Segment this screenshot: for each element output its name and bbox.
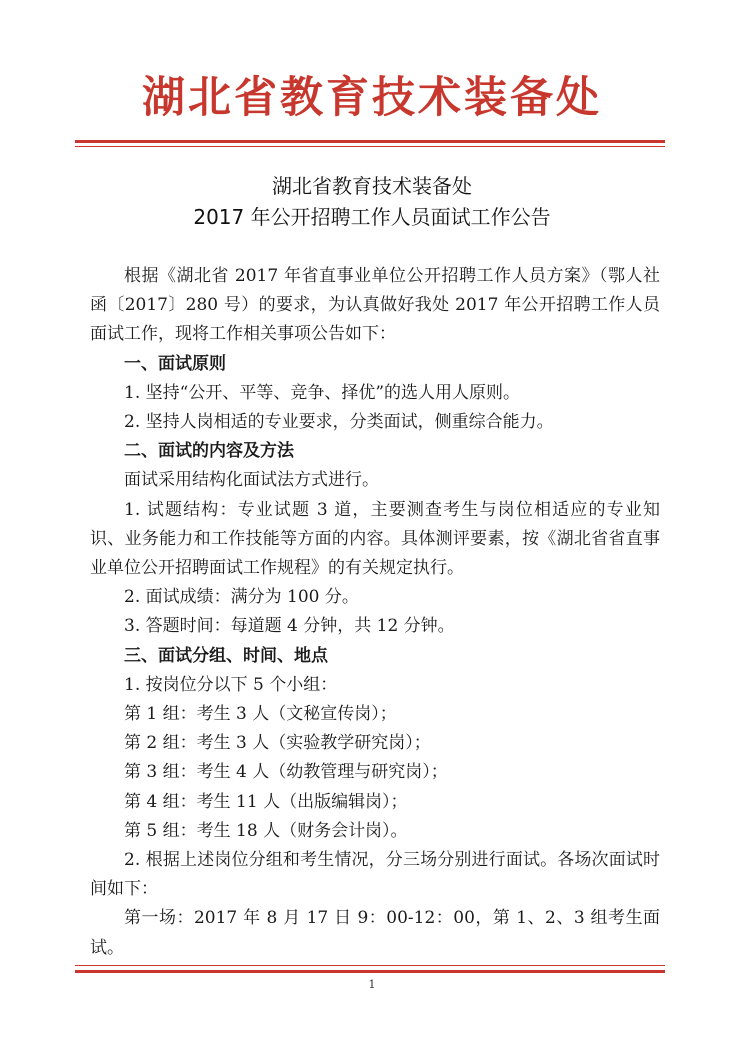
- body-paragraph: 第 4 组：考生 11 人（出版编辑岗）；: [124, 791, 408, 812]
- document-body: [90, 262, 660, 963]
- body-paragraph: 第 3 组：考生 4 人（幼教管理与研究岗）；: [124, 762, 448, 783]
- body-paragraph: 2. 面试成绩：满分为 100 分。: [124, 587, 359, 608]
- section-heading: 三、面试分组、时间、地点: [124, 645, 328, 666]
- body-paragraph: 第 2 组：考生 3 人（实验教学研究岗）；: [124, 733, 431, 754]
- masthead-title: 湖北省教育技术装备处: [142, 73, 602, 123]
- footer-rule-thick: [75, 970, 665, 973]
- body-paragraph: 2. 坚持人岗相适的专业要求，分类面试，侧重综合能力。: [124, 412, 554, 433]
- body-paragraph: 1. 坚持“公开、平等、竞争、择优”的选人用人原则。: [124, 382, 521, 403]
- masthead-rule-thick: [75, 140, 665, 143]
- doc-title-line1: 湖北省教育技术装备处: [272, 174, 472, 198]
- masthead-rule-thin: [75, 146, 665, 147]
- body-paragraph: 第 5 组：考生 18 人（财务会计岗）。: [124, 820, 408, 841]
- body-paragraph: 第 1 组：考生 3 人（文秘宣传岗）；: [124, 704, 397, 725]
- doc-title-line2: 2017 年公开招聘工作人员面试工作公告: [193, 205, 551, 229]
- footer-rule-thin: [75, 965, 665, 966]
- section-heading: 二、面试的内容及方法: [124, 441, 294, 462]
- page-number: 1: [368, 978, 376, 991]
- body-paragraph: 1. 试题结构：专业试题 3 道，主要测查考生与岗位相适应的专业知识、业务能力和工作技能等方面的内容。具体测评要素，按《湖北省省直事业单位公开招聘面试工作规程》的有关规定执行。: [90, 499, 660, 579]
- body-paragraph: 面试采用结构化面试法方式进行。: [124, 470, 379, 491]
- body-paragraph: 根据《湖北省 2017 年省直事业单位公开招聘工作人员方案》（鄂人社函〔2017〕280 号）的要求，为认真做好我处 2017 年公开招聘工作人员面试工作，现将工作相关事项公告如下：: [90, 266, 660, 345]
- body-paragraph: 3. 答题时间：每道题 4 分钟，共 12 分钟。: [124, 616, 455, 637]
- section-heading: 一、面试原则: [124, 353, 226, 374]
- body-paragraph: 2. 根据上述岗位分组和考生情况，分三场分别进行面试。各场次面试时间如下：: [90, 850, 660, 900]
- body-paragraph: 第一场：2017 年 8 月 17 日 9：00-12：00，第 1、2、3 组考生面试。: [90, 908, 660, 958]
- body-paragraph: 1. 按岗位分以下 5 个小组：: [124, 674, 338, 695]
